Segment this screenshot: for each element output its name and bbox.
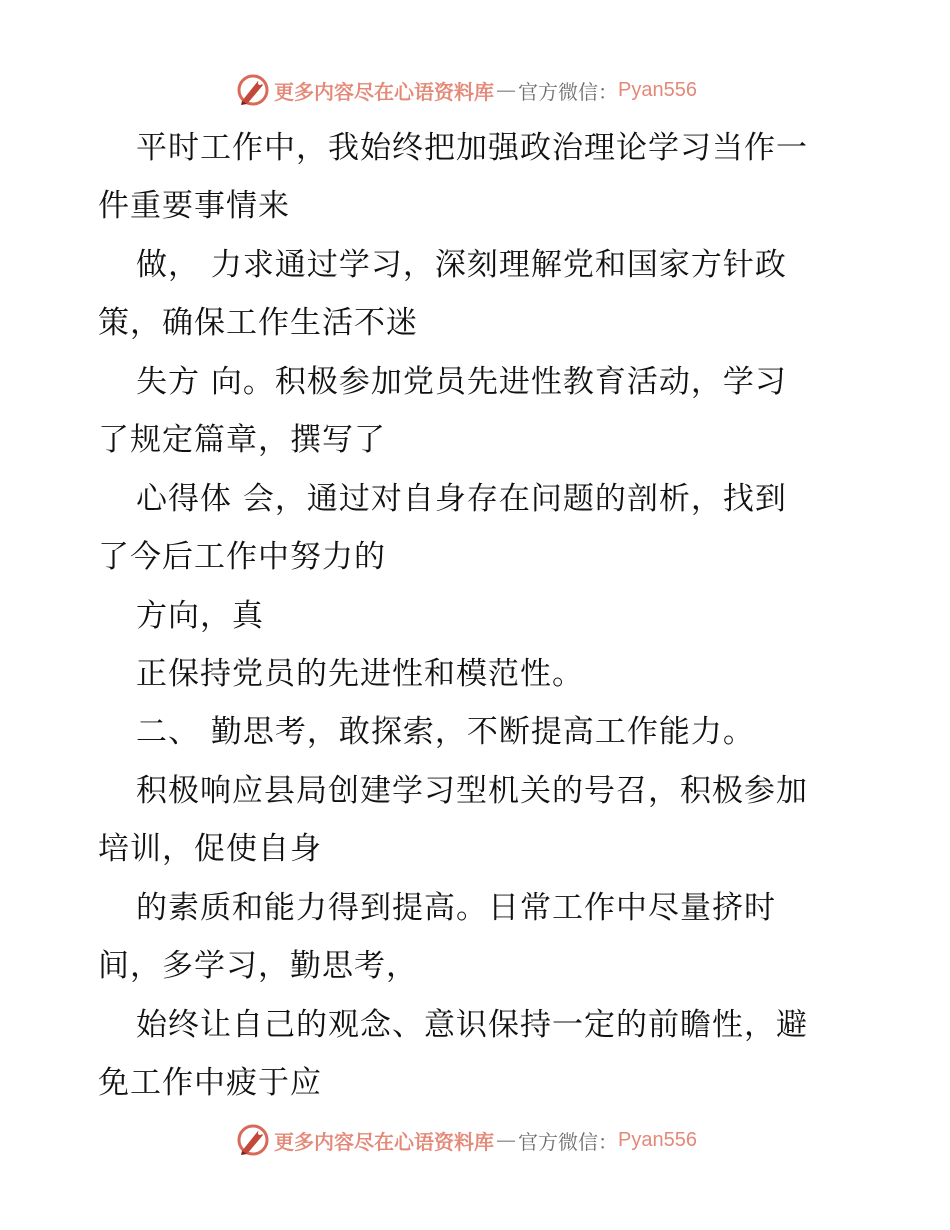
watermark-dash: — [496, 1128, 516, 1152]
body-line: 心得体 会，通过对自身存在问题的剖析，找到 [136, 481, 787, 517]
body-line: 了规定篇章，撰写了 [98, 422, 386, 458]
body-line: 二、 勤思考，敢探索，不断提高工作能力。 [136, 714, 755, 750]
body-line: 积极响应县局创建学习型机关的号召，积极参加 [136, 773, 808, 809]
body-line: 策，确保工作生活不迷 [98, 305, 418, 341]
body-line: 方向，真 [136, 598, 264, 634]
watermark-wechat-label: 官方微信： [518, 1129, 618, 1154]
pen-logo-icon [236, 1123, 270, 1157]
footer-watermark [236, 1122, 697, 1158]
watermark-text: 更多内容尽在心语资料库 [274, 79, 494, 104]
watermark-wechat-id: Pyan556 [618, 1128, 697, 1151]
body-line: 培训，促使自身 [98, 831, 322, 867]
body-line: 平时工作中，我始终把加强政治理论学习当作一 [136, 130, 808, 166]
watermark-wechat-label: 官方微信： [518, 79, 618, 104]
body-line: 失方 向。积极参加党员先进性教育活动，学习 [136, 364, 787, 400]
body-line: 间，多学习，勤思考， [98, 948, 418, 984]
watermark-dash: — [496, 78, 516, 102]
watermark-wechat-id: Pyan556 [618, 78, 697, 101]
body-line: 的素质和能力得到提高。日常工作中尽量挤时 [136, 890, 776, 926]
body-line: 正保持党员的先进性和模范性。 [136, 656, 584, 692]
body-line: 始终让自己的观念、意识保持一定的前瞻性，避 [136, 1007, 808, 1043]
watermark-text: 更多内容尽在心语资料库 [274, 1129, 494, 1154]
body-line: 免工作中疲于应 [98, 1065, 322, 1101]
body-line: 做， 力求通过学习，深刻理解党和国家方针政 [136, 247, 787, 283]
body-line: 了今后工作中努力的 [98, 539, 386, 575]
body-line: 件重要事情来 [98, 188, 290, 224]
